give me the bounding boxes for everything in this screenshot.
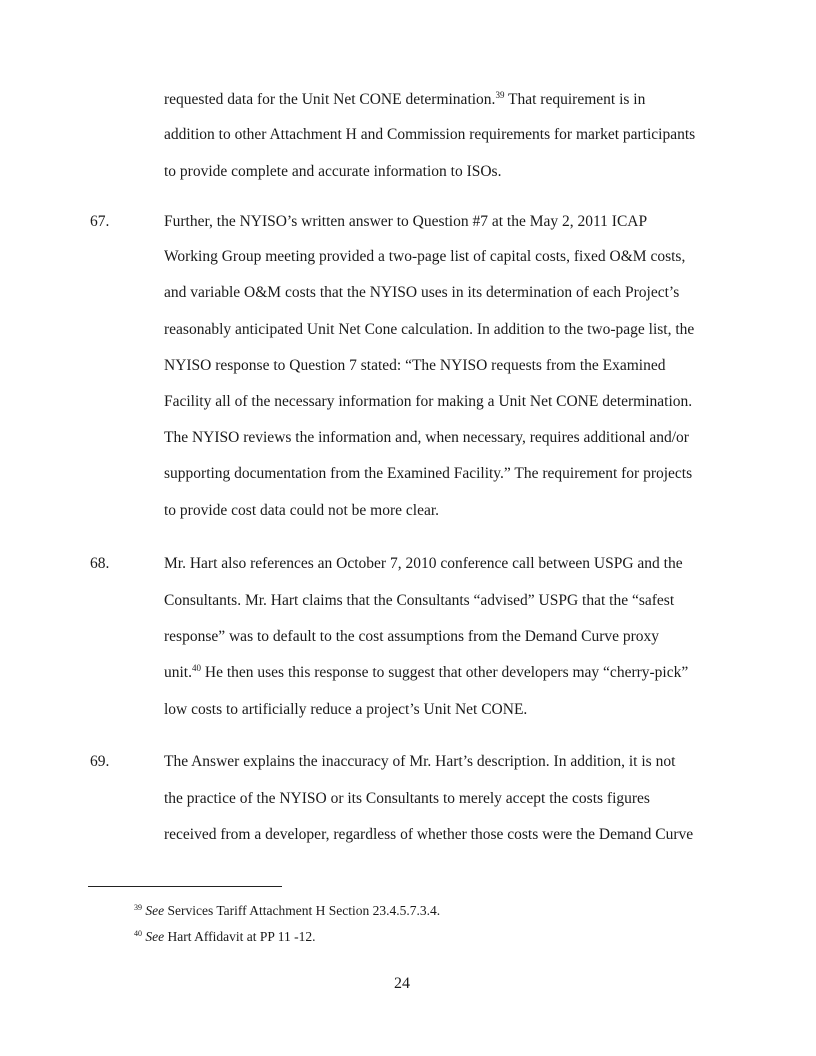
body-line: Consultants. Mr. Hart claims that the Consultants “advised” USPG that the “safest [164,592,675,609]
footnote-ref-40: 40 [192,663,201,673]
body-line: response” was to default to the cost assumptions from the Demand Curve proxy [164,628,660,645]
body-line: low costs to artificially reduce a project’s Unit Net CONE. [164,701,528,718]
body-line [164,663,688,683]
body-line: to provide cost data could not be more clear. [164,502,440,519]
body-line: and variable O&M costs that the NYISO uses in its determination of each Project’s [164,284,680,301]
body-line: The Answer explains the inaccuracy of Mr. Hart’s description. In addition, it is not [164,753,676,770]
body-line: to provide complete and accurate information to ISOs. [164,163,502,180]
text-span: requested data for the Unit Net CONE determination. [164,91,496,108]
footnote-39 [134,902,440,920]
body-line: Working Group meeting provided a two-page list of capital costs, fixed O&M costs, [164,248,686,265]
footnote-mark: 39 [134,903,142,912]
footnote-text: Services Tariff Attachment H Section 23.4.5.7.3.4. [164,903,441,918]
text-span: He then uses this response to suggest that other developers may “cherry-pick” [201,664,689,681]
body-line: reasonably anticipated Unit Net Cone calculation. In addition to the two-page list, the [164,321,695,338]
footnote-ref-39: 39 [495,90,505,100]
footnote-separator [88,886,282,887]
body-line: NYISO response to Question 7 stated: “The NYISO requests from the Examined [164,357,666,374]
body-line [164,90,645,110]
text-span: unit. [164,664,192,681]
body-line: The NYISO reviews the information and, when necessary, requires additional and/or [164,429,689,446]
footnote-text: Hart Affidavit at PP 11 -12. [164,929,316,944]
see-signal: See [145,929,165,944]
see-signal: See [145,903,165,918]
paragraph-number-67: 67. [90,213,110,230]
page-number: 24 [394,975,410,992]
body-line: Mr. Hart also references an October 7, 2010 conference call between USPG and the [164,555,683,572]
footnote-mark: 40 [134,929,142,938]
paragraph-number-68: 68. [90,555,110,572]
text-span: That requirement is in [504,91,646,108]
paragraph-number-69: 69. [90,753,110,770]
body-line: received from a developer, regardless of whether those costs were the Demand Curve [164,826,694,843]
footnote-40 [134,928,315,946]
body-line: the practice of the NYISO or its Consultants to merely accept the costs figures [164,790,650,807]
body-line: supporting documentation from the Examined Facility.” The requirement for projects [164,465,693,482]
body-line: Further, the NYISO’s written answer to Question #7 at the May 2, 2011 ICAP [164,213,648,230]
body-line: addition to other Attachment H and Commission requirements for market participants [164,126,696,143]
body-line: Facility all of the necessary information for making a Unit Net CONE determination. [164,393,693,410]
